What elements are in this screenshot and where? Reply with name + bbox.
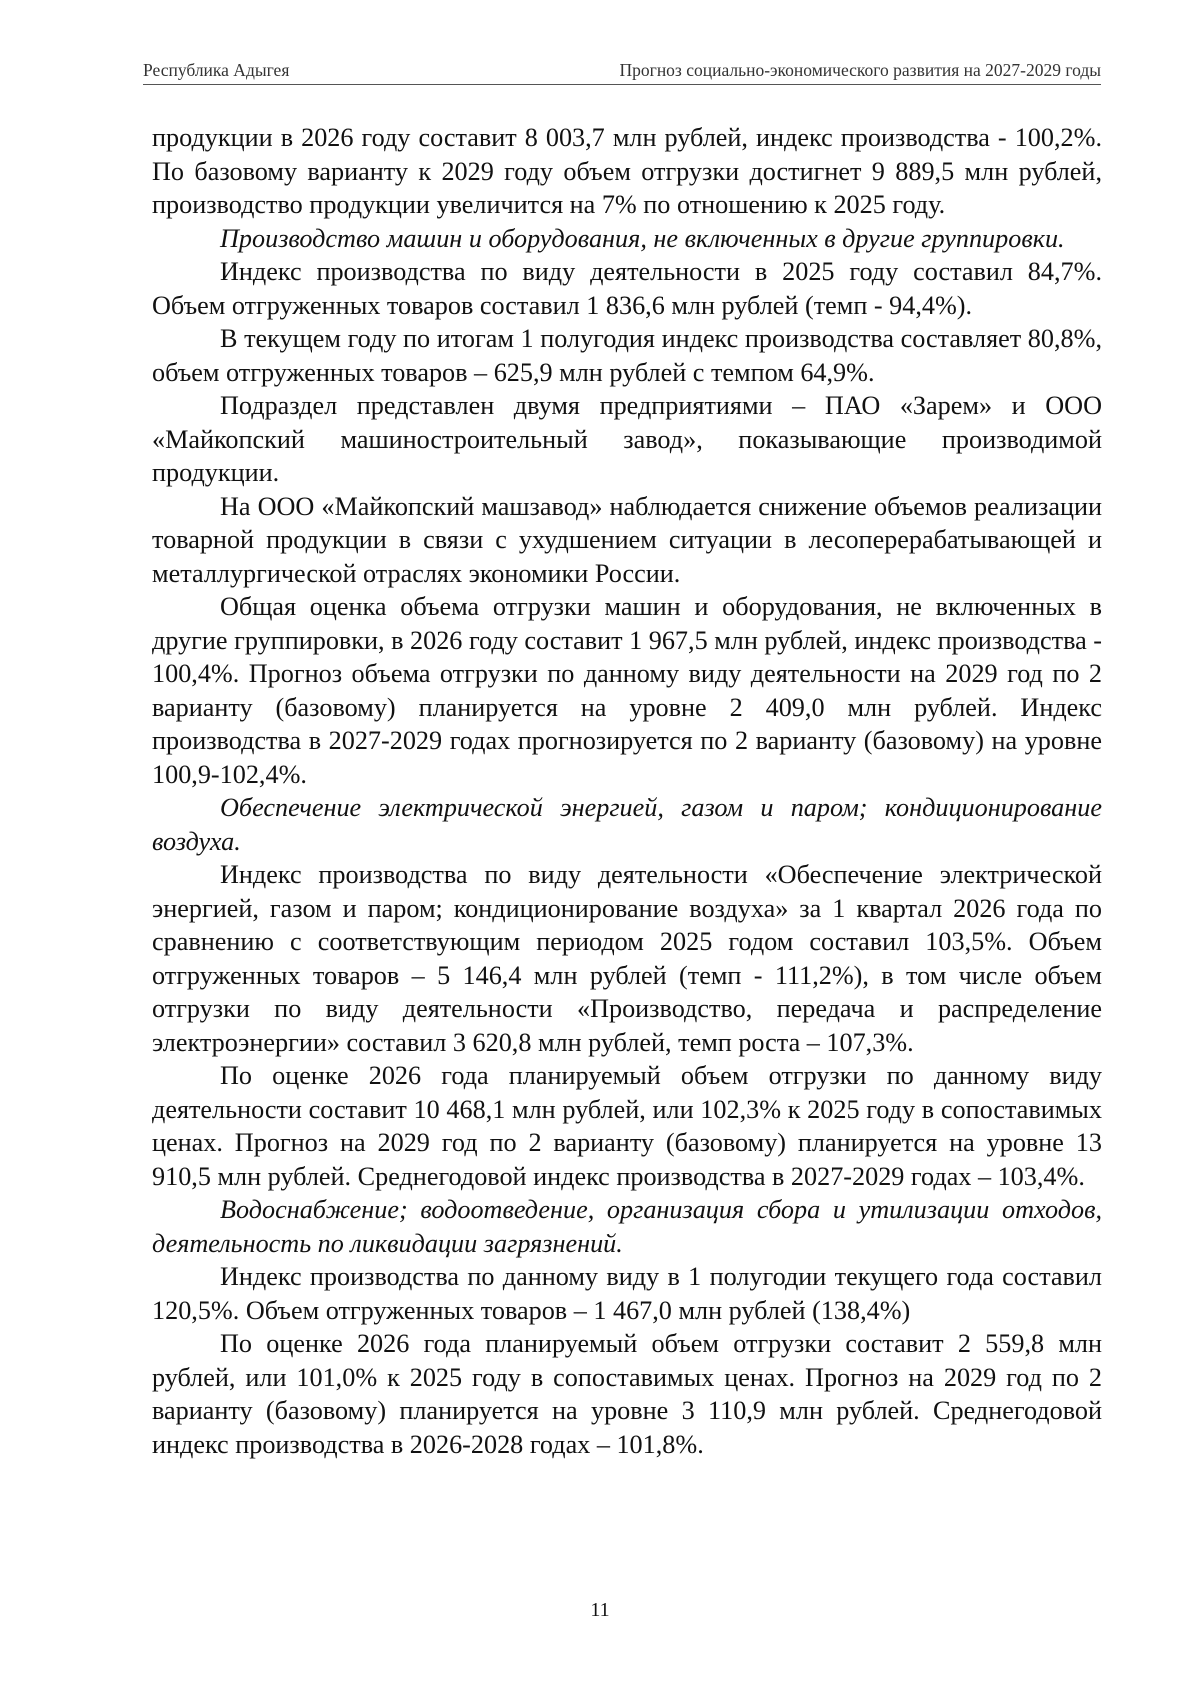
header-region: Республика Адыгея [143, 60, 290, 80]
paragraph: На ООО «Майкопский машзавод» наблюдается снижение объемов реализации товарной продукции в связи с ухудшением ситуации в лесоперерабатывающей и металлургической отраслях экономики России. [152, 491, 1102, 588]
paragraph: Индекс производства по виду деятельности в 2025 году составил 84,7%. Объем отгруженных товаров составил 1 836,6 млн рублей (темп - 94,4%). [152, 257, 1102, 320]
page-header [143, 60, 1101, 85]
page-number: 11 [590, 1599, 610, 1621]
document-body [152, 121, 1102, 1461]
paragraph: Индекс производства по виду деятельности «Обеспечение электрической энергией, газом и паром; кондиционирование воздуха» за 1 квартал 2026 года по сравнению с соответствующим периодом 2025 годом составил 103,5%. Объем отгруженных товаров – 5 146,4 млн рублей (темп - 111,2%), в том числе объем отгрузки по виду деятельности «Производство, передача и распределение электроэнергии» составил 3 620,8 млн рублей, темп роста – 107,3%. [152, 860, 1102, 1057]
paragraph: Индекс производства по данному виду в 1 полугодии текущего года составил 120,5%. Объем отгруженных товаров – 1 467,0 млн рублей (138,4%) [152, 1262, 1102, 1325]
paragraph: Подраздел представлен двумя предприятиями – ПАО «Зарем» и ООО «Майкопский машиностроительный завод», показывающие производимой продукции. [152, 391, 1102, 487]
paragraph: В текущем году по итогам 1 полугодия индекс производства составляет 80,8%, объем отгруженных товаров – 625,9 млн рублей с темпом 64,9%. [152, 324, 1102, 387]
paragraph: Общая оценка объема отгрузки машин и оборудования, не включенных в другие группировки, в 2026 году составит 1 967,5 млн рублей, индекс производства - 100,4%. Прогноз объема отгрузки по данному виду деятельности на 2029 год по 2 варианту (базовому) планируется на уровне 2 409,0 млн рублей. Индекс производства в 2027-2029 годах прогнозируется по 2 варианту (базовому) на уровне 100,9-102,4%. [152, 592, 1102, 789]
paragraph: По оценке 2026 года планируемый объем отгрузки составит 2 559,8 млн рублей, или 101,0% к 2025 году в сопоставимых ценах. Прогноз на 2029 год по 2 варианту (базовому) планируется на уровне 3 110,9 млн рублей. Среднегодовой индекс производства в 2026-2028 годах – 101,8%. [152, 1329, 1102, 1459]
section-heading-machinery: Производство машин и оборудования, не включенных в другие группировки. [220, 223, 1065, 253]
section-heading-energy: Обеспечение электрической энергией, газом и паром; кондиционирование воздуха. [152, 793, 1102, 856]
paragraph: По оценке 2026 года планируемый объем отгрузки по данному виду деятельности составит 10 468,1 млн рублей, или 102,3% к 2025 году в сопоставимых ценах. Прогноз на 2029 год по 2 варианту (базовому) планируется на уровне 13 910,5 млн рублей. Среднегодовой индекс производства в 2027-2029 годах – 103,4%. [152, 1061, 1102, 1191]
header-document-title: Прогноз социально-экономического развития на 2027-2029 годы [619, 60, 1101, 80]
paragraph-continuation: продукции в 2026 году составит 8 003,7 млн рублей, индекс производства - 100,2%. По базовому варианту к 2029 году объем отгрузки достигнет 9 889,5 млн рублей, производство продукции увеличится на 7% по отношению к 2025 году. [152, 123, 1102, 219]
section-heading-water: Водоснабжение; водоотведение, организация сбора и утилизации отходов, деятельность по ликвидации загрязнений. [152, 1195, 1102, 1258]
